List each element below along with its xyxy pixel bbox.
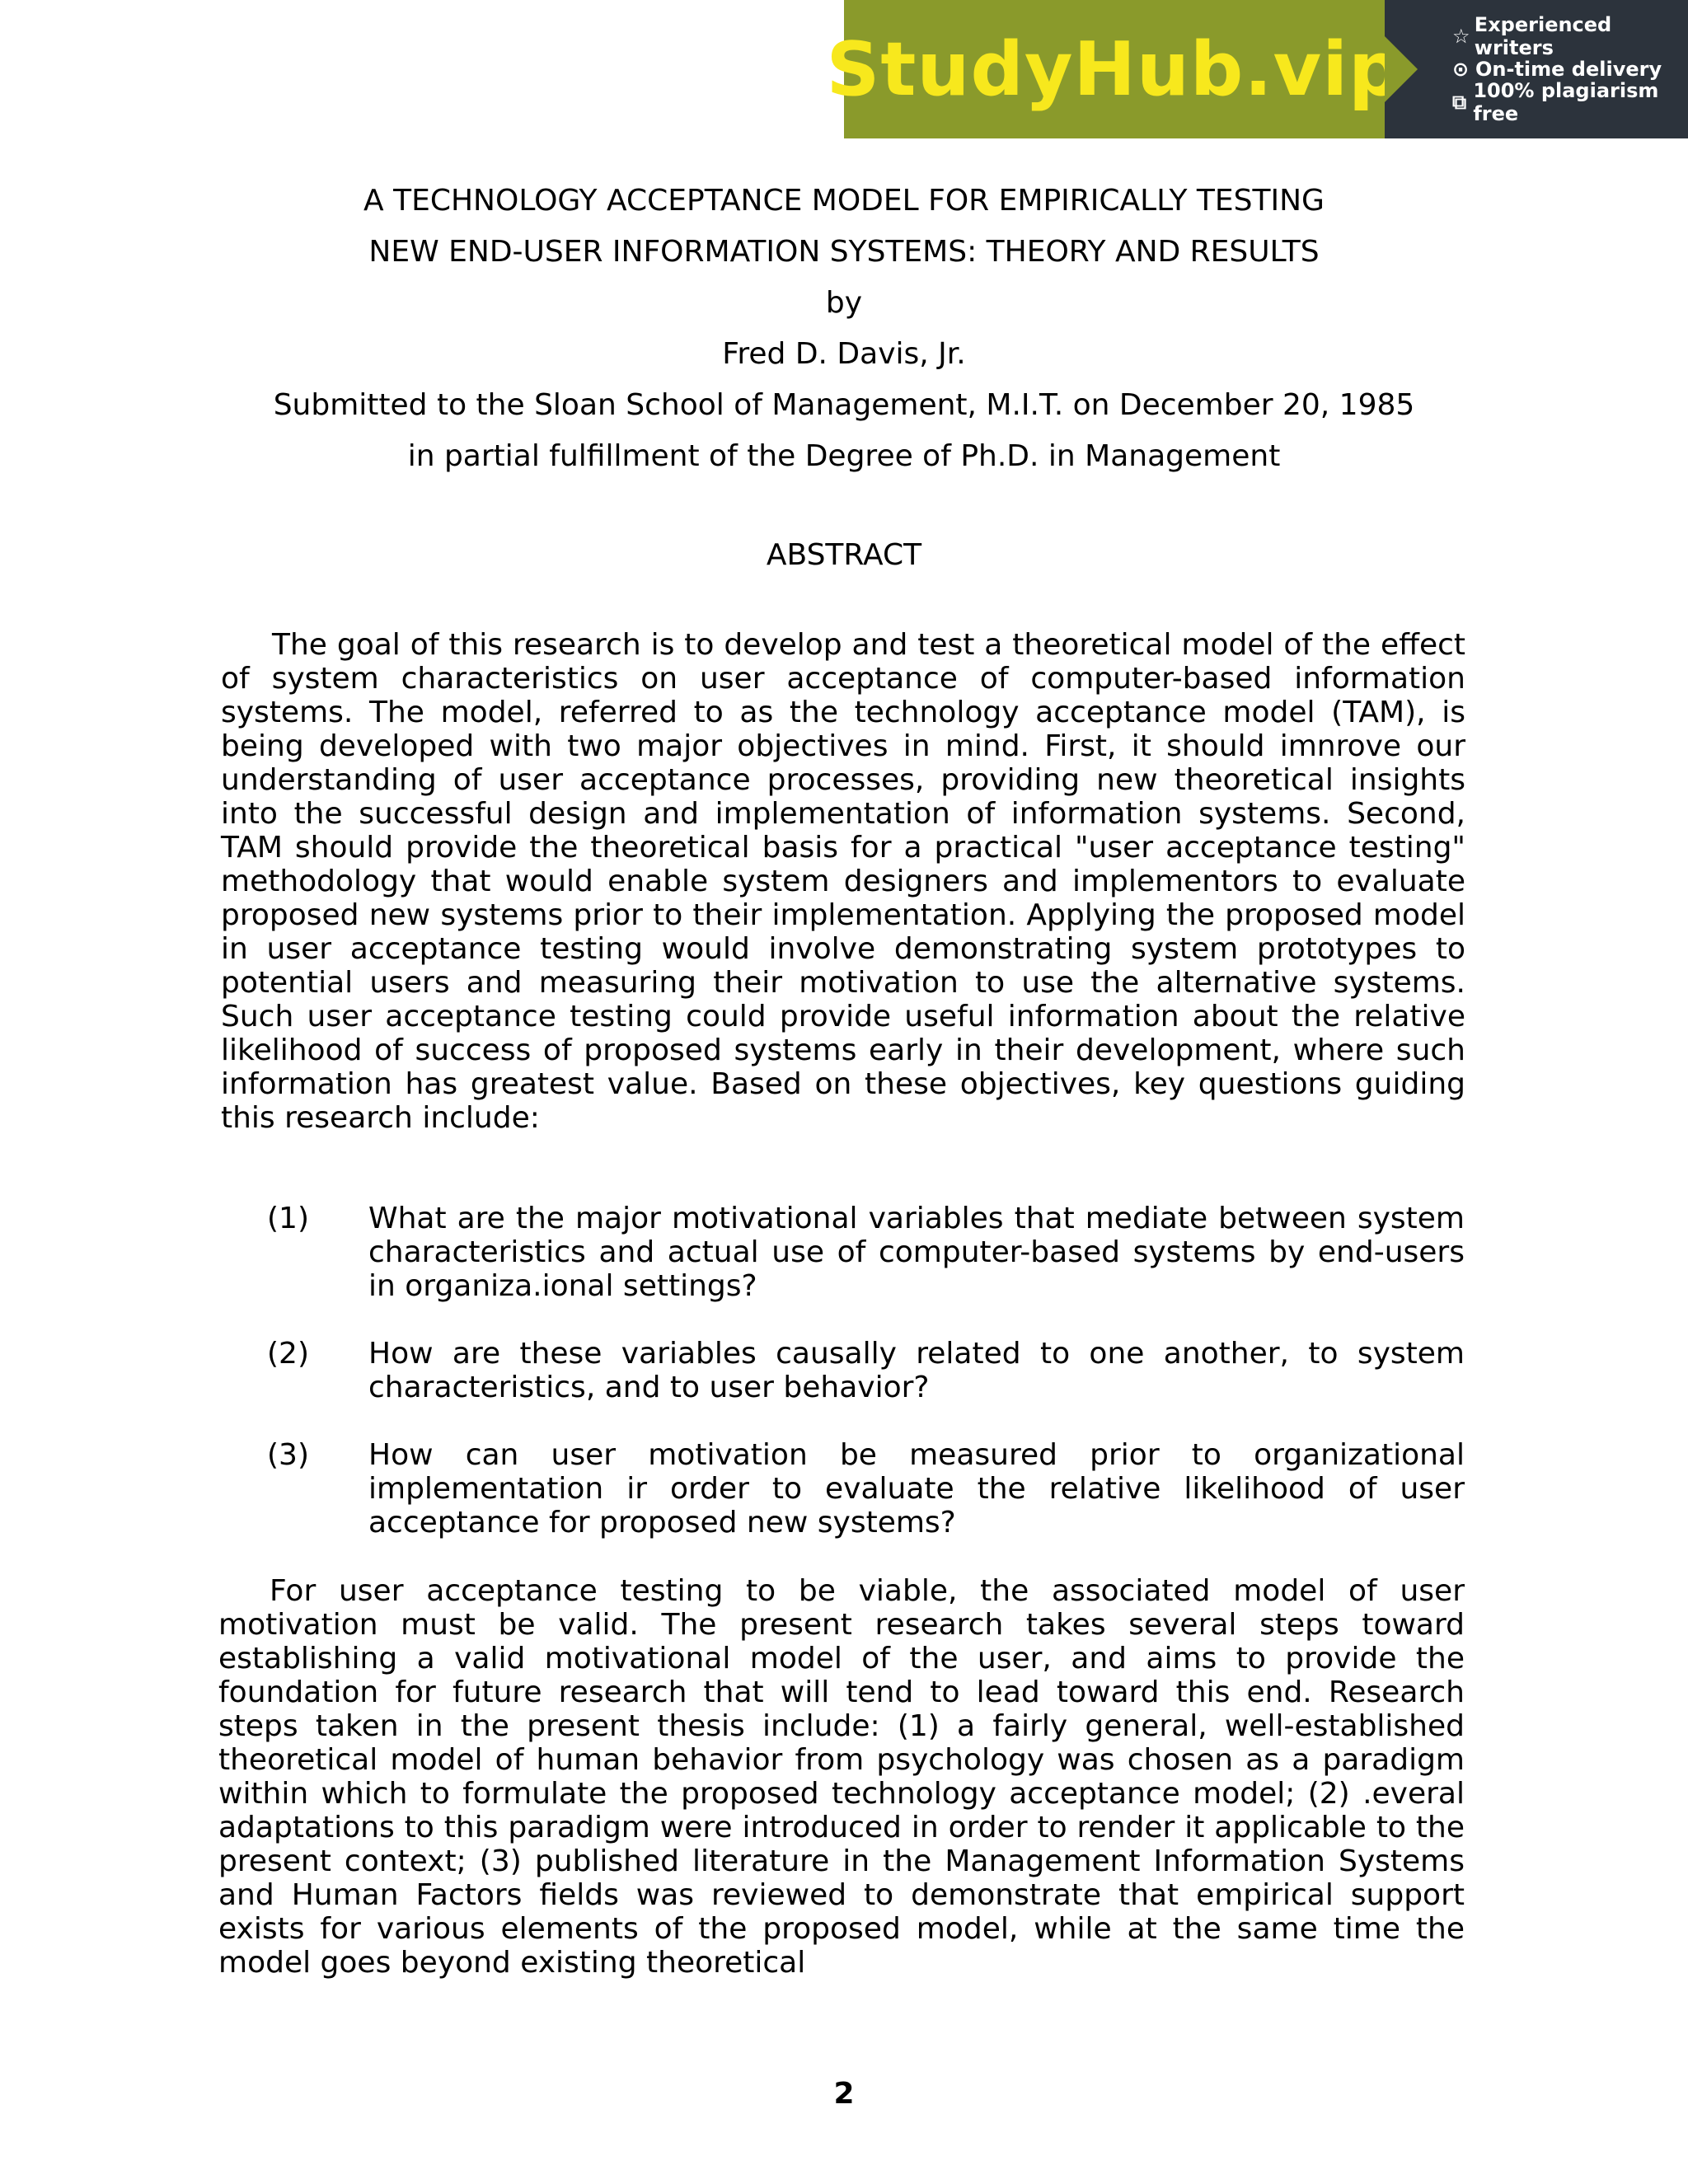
- author-name: Fred D. Davis, Jr.: [722, 337, 966, 371]
- by-line: by: [825, 286, 863, 320]
- question-number-2: (2): [267, 1337, 309, 1371]
- question-number-1: (1): [267, 1202, 309, 1235]
- copy-icon: ⧉: [1452, 91, 1467, 114]
- studyhub-banner[interactable]: [826, 0, 1688, 138]
- logo-text: StudyHub.vip: [826, 26, 1403, 113]
- abstract-paragraph-2: For user acceptance testing to be viable, the associated model of user motivation must be valid. The present research takes several steps toward establishing a valid motivational model of the user, and aims to provide the foundation for future research that will tend to lead toward this end. Research steps taken in the present thesis include: (1) a fairly general, well-established theoretical model of human behavior from psychology was chosen as a paradigm within which to formulate the proposed technology acceptance model; (2) .everal adaptations to this paradigm were introduced in order to render it applicable to the present context; (3) published literature in the Management Information Systems and Human Factors fields was reviewed to demonstrate that empirical support exists for various elements of the proposed model, while at the same time the model goes beyond existing theoretical: [218, 1574, 1465, 1980]
- feature-experienced-writers: [1452, 13, 1688, 59]
- feature-label: Experienced writers: [1474, 13, 1612, 59]
- document-title-line-2: NEW END-USER INFORMATION SYSTEMS: THEORY AND RESULTS: [368, 235, 1320, 269]
- abstract-heading: ABSTRACT: [766, 538, 922, 572]
- banner-arrow-decoration: [1385, 36, 1418, 102]
- question-text-3: How can user motivation be measured prior to organizational implementation ir order to evaluate the relative likelihood of user acceptance for proposed new systems?: [368, 1438, 1465, 1540]
- document-title-line-1: A TECHNOLOGY ACCEPTANCE MODEL FOR EMPIRICALLY TESTING: [363, 184, 1325, 218]
- page-number: 2: [833, 2077, 855, 2111]
- studyhub-logo[interactable]: [826, 0, 1403, 138]
- star-icon: ☆: [1452, 25, 1470, 48]
- abstract-paragraph-1: The goal of this research is to develop and test a theoretical model of the effect of system characteristics on user acceptance of computer-based information systems. The model, referred to as the technology acceptance model (TAM), is being developed with two major objectives in mind. First, it should imnrove our understanding of user acceptance processes, providing new theoretical insights into the successful design and implementation of information systems. Second, TAM should provide the theoretical basis for a practical "user acceptance testing" methodology that would enable system designers and implementors to evaluate proposed new systems prior to their implementation. Applying the proposed model in user acceptance testing would involve demonstrating system prototypes to potential users and measuring their motivation to use the alternative systems. Such user acceptance testing could provide useful information about the relative likelihood of success of proposed systems early in their development, where such information has greatest value. Based on these objectives, key questions guiding this research include:: [221, 628, 1465, 1135]
- feature-plagiarism-free: [1452, 79, 1688, 125]
- question-text-2: How are these variables causally related to one another, to system characteristics, and to user behavior?: [368, 1337, 1465, 1404]
- submission-line-1: Submitted to the Sloan School of Management, M.I.T. on December 20, 1985: [273, 388, 1415, 422]
- feature-label: On-time delivery: [1475, 58, 1662, 81]
- submission-line-2: in partial fulfillment of the Degree of Ph.D. in Management: [407, 439, 1281, 473]
- banner-features: [1385, 0, 1688, 138]
- feature-label: 100% plagiarism free: [1473, 79, 1659, 125]
- question-number-3: (3): [267, 1438, 309, 1472]
- clock-icon: ⊙: [1452, 58, 1470, 81]
- question-text-1: What are the major motivational variables that mediate between system characteristics and actual use of computer-based systems by end-users in organiza.ional settings?: [368, 1202, 1465, 1303]
